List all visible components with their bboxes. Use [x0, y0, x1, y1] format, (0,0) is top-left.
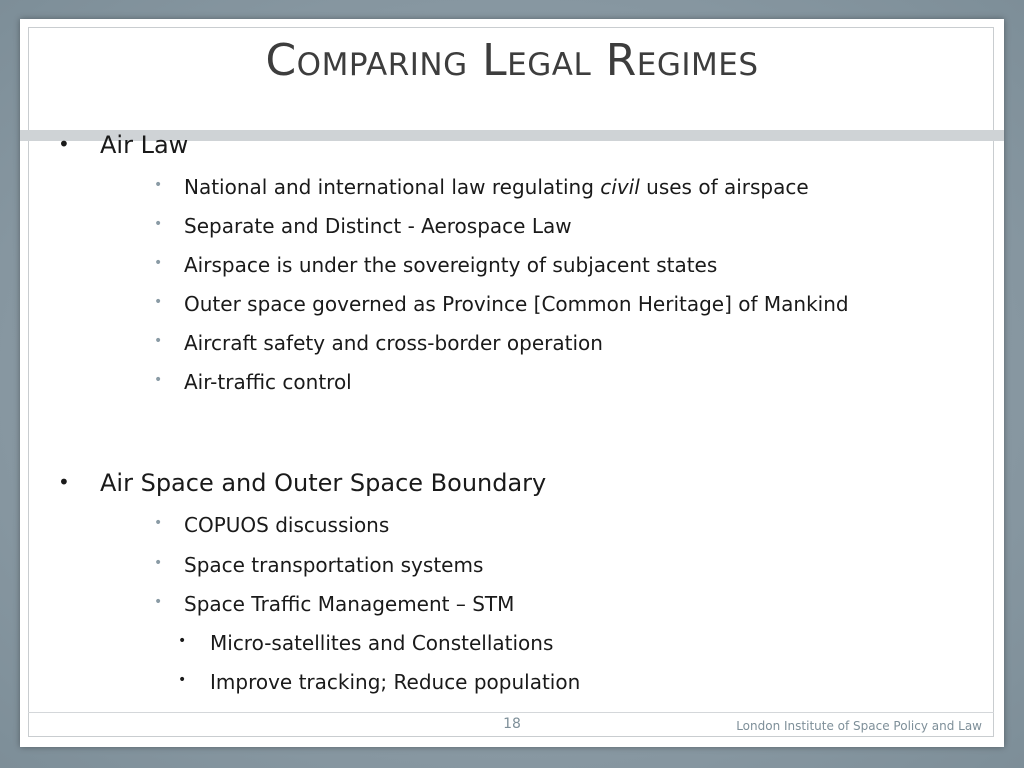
sub-bullet-icon: •	[154, 594, 163, 610]
sub-bullet-icon: •	[154, 216, 163, 232]
footer-divider	[28, 712, 994, 713]
slide-content	[20, 19, 1004, 747]
sub-bullet-icon: •	[154, 515, 163, 531]
sub-sub-bullet-icon: •	[178, 672, 187, 688]
bullet-icon: •	[58, 470, 70, 494]
footer-organization: London Institute of Space Policy and Law	[736, 719, 982, 733]
list-item-text: uses of airspace	[639, 175, 809, 199]
section-heading-boundary: Air Space and Outer Space Boundary	[100, 469, 547, 497]
list-item-emphasis: civil	[600, 175, 640, 199]
sub-bullet-icon: •	[154, 255, 163, 271]
bullet-icon: •	[58, 132, 70, 156]
list-item: Separate and Distinct - Aerospace Law	[184, 214, 572, 238]
sub-bullet-icon: •	[154, 555, 163, 571]
list-item: Space transportation systems	[184, 553, 484, 577]
list-subitem: Improve tracking; Reduce population	[210, 670, 581, 694]
sub-bullet-icon: •	[154, 372, 163, 388]
sub-bullet-icon: •	[154, 333, 163, 349]
list-item: COPUOS discussions	[184, 513, 390, 537]
list-item-national-law	[184, 174, 809, 200]
slide	[20, 19, 1004, 747]
slide-title: Comparing Legal Regimes	[265, 35, 759, 86]
sub-bullet-icon: •	[154, 177, 163, 193]
list-item-text: National and international law regulating	[184, 175, 601, 199]
list-item: Air-traffic control	[184, 370, 352, 394]
list-item: Space Traffic Management – STM	[184, 592, 515, 616]
sub-sub-bullet-icon: •	[178, 633, 187, 649]
page-number: 18	[503, 716, 521, 732]
list-item: Aircraft safety and cross-border operation	[184, 331, 603, 355]
list-item: Outer space governed as Province [Common Heritage] of Mankind	[184, 292, 849, 316]
section-heading-air-law: Air Law	[100, 131, 189, 159]
list-item: Airspace is under the sovereignty of subjacent states	[184, 253, 718, 277]
sub-bullet-icon: •	[154, 294, 163, 310]
list-subitem: Micro-satellites and Constellations	[210, 631, 554, 655]
